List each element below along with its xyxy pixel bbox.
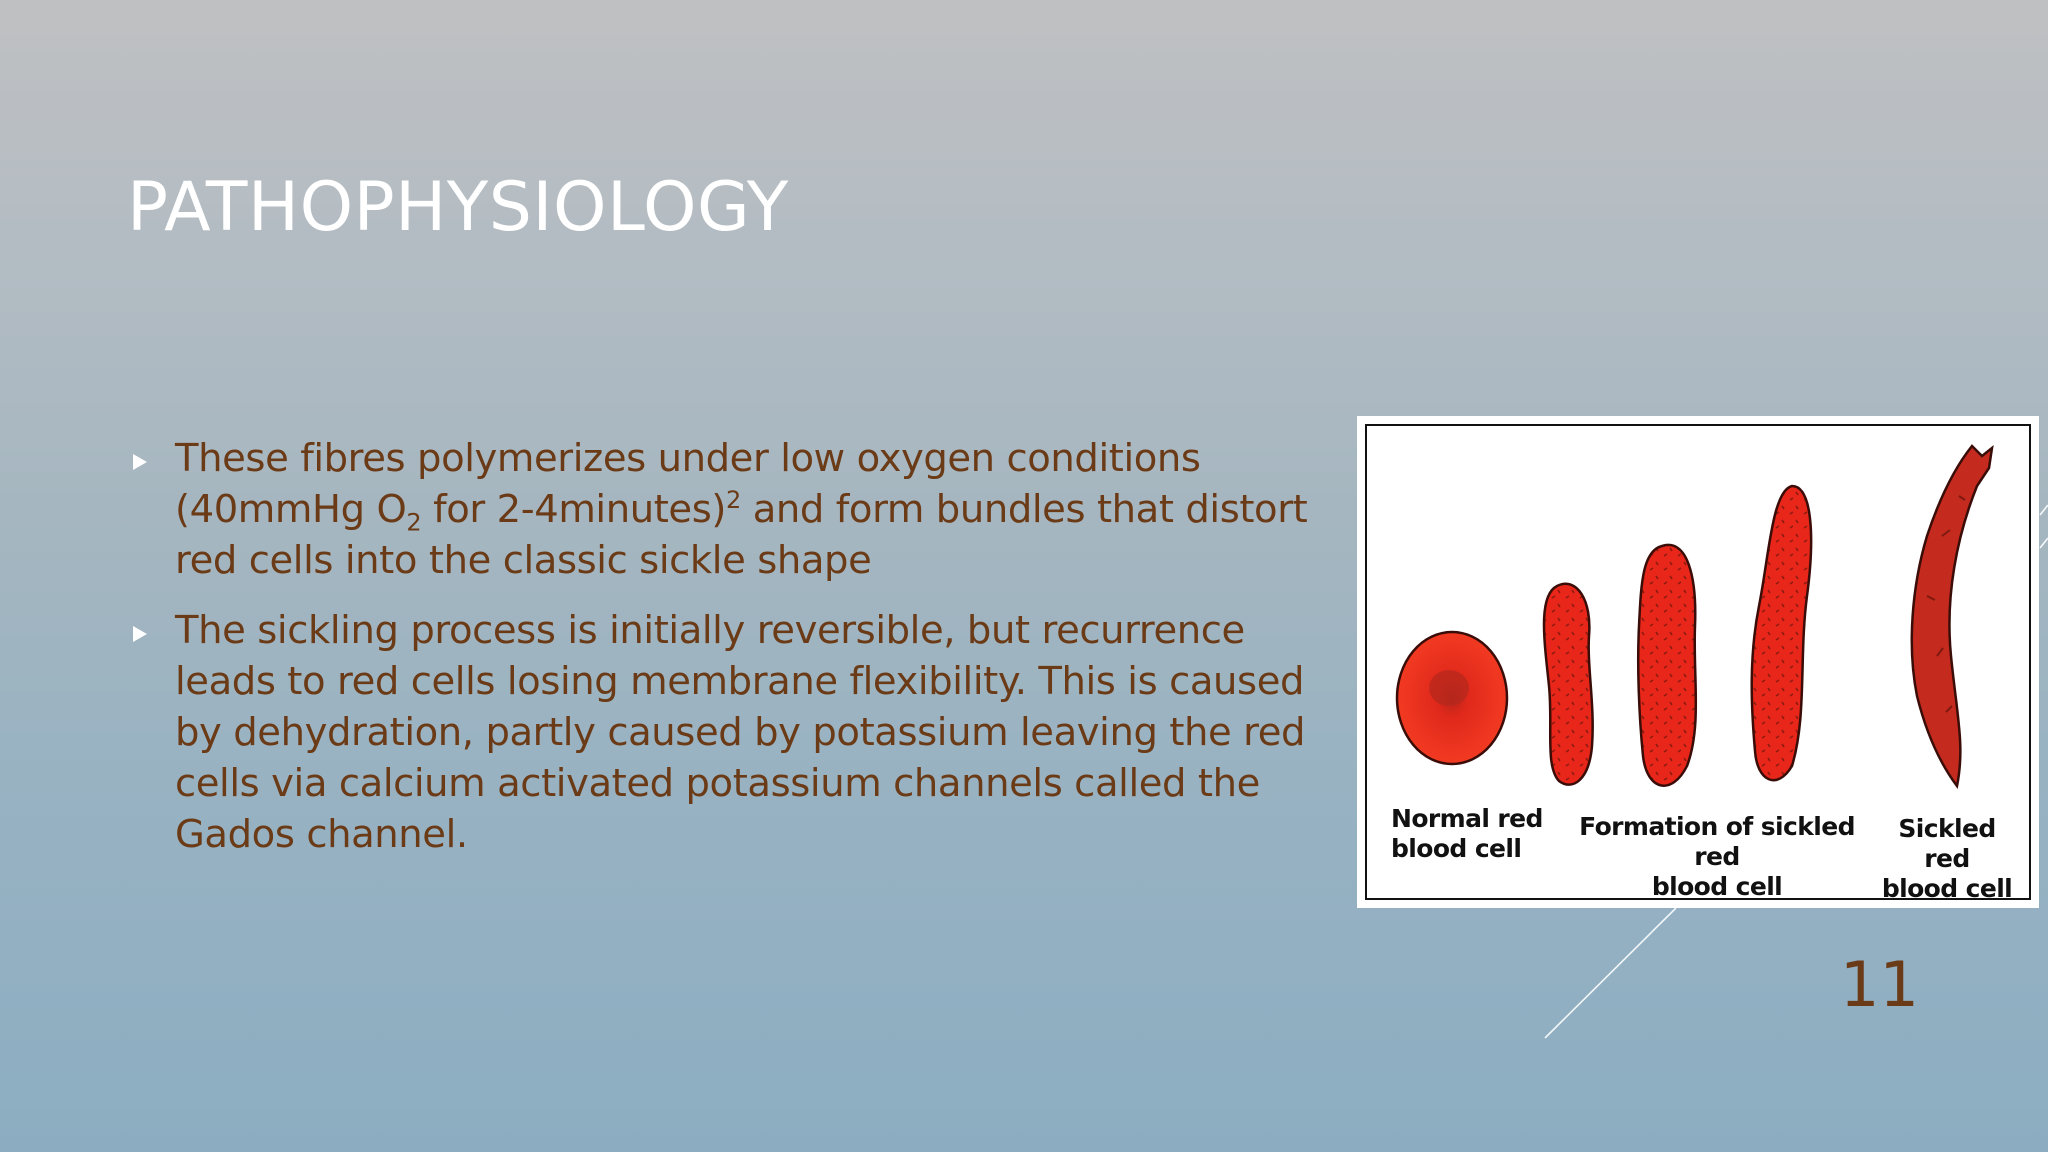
- formation-label: Formation of sickled red blood cell: [1579, 812, 1855, 901]
- page-number: 11: [1840, 948, 1919, 1021]
- bullet-text: These fibres polymerizes under low oxygen conditions (40mmHg $O_2$ for 2-4minutes)$^2$ and form bundles that distort red cells into the classic sickle shape: [175, 436, 1308, 583]
- normal-cell-shape: [1397, 632, 1507, 764]
- slide-title: PATHOPHYSIOLOGY: [127, 168, 789, 247]
- bullet-item-1: [133, 433, 1313, 586]
- bullet-text: The sickling process is initially reversible, but recurrence leads to red cells losing membrane flexibility. This is caused by dehydration, partly caused by potassium leaving the red cells via calcium activated potassium channels called the Gados channel.: [175, 608, 1306, 857]
- sickle-cell-figure: [1357, 416, 2039, 908]
- bullet-arrow-icon: [133, 626, 147, 642]
- forming-cell-2-shape: [1638, 545, 1696, 786]
- normal-cell-label: Normal red blood cell: [1391, 804, 1543, 863]
- bullet-item-2: [133, 605, 1313, 860]
- forming-cell-1-shape: [1544, 584, 1593, 785]
- bullet-arrow-icon: [133, 454, 147, 470]
- bullet-list: [133, 433, 1313, 879]
- forming-cell-3-shape: [1752, 486, 1811, 780]
- sickled-cell-label: Sickled red blood cell: [1881, 814, 2013, 903]
- figure-frame: [1365, 424, 2031, 903]
- sickled-cell-shape: [1912, 446, 1992, 786]
